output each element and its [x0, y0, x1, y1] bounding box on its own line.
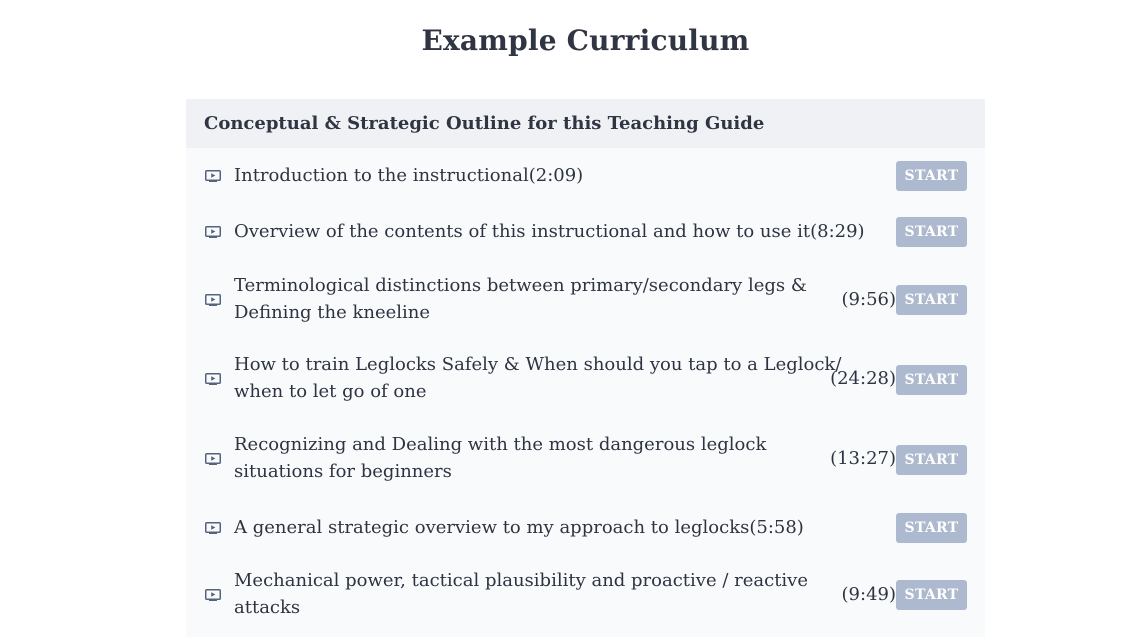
lecture-title-line-2: situations for beginners — [234, 461, 452, 482]
lecture-title-line-1: Terminological distinctions between primary/secondary legs & — [234, 275, 807, 296]
video-icon — [205, 522, 221, 534]
lecture-title-line-1: How to train Leglocks Safely & When should you tap to a Leglock/ — [234, 354, 842, 375]
curriculum-section — [186, 99, 985, 637]
start-button[interactable]: START — [896, 217, 967, 247]
start-button[interactable]: START — [896, 513, 967, 543]
start-button[interactable]: START — [896, 285, 967, 315]
section-header — [186, 99, 985, 148]
section-title: Conceptual & Strategic Outline for this Teaching Guide — [204, 113, 765, 134]
lecture-item[interactable] — [186, 217, 985, 247]
start-button[interactable]: START — [896, 161, 967, 191]
video-icon — [205, 373, 221, 385]
lecture-item[interactable] — [186, 513, 985, 543]
page-title: Example Curriculum — [421, 24, 750, 57]
lecture-item[interactable] — [186, 430, 985, 484]
video-icon — [205, 294, 221, 306]
lecture-title-line-2: when to let go of one — [234, 381, 427, 402]
lecture-title: Introduction to the instructional(2:09) — [234, 165, 584, 186]
lecture-title-line-2: attacks — [234, 597, 301, 618]
lecture-item[interactable] — [186, 161, 985, 191]
video-icon — [205, 170, 221, 182]
video-icon — [205, 226, 221, 238]
lecture-item[interactable] — [186, 271, 985, 325]
video-icon — [205, 453, 221, 465]
lecture-title: Overview of the contents of this instructional and how to use it(8:29) — [234, 221, 865, 242]
lecture-item[interactable] — [186, 350, 985, 404]
lecture-title-line-2: Defining the kneeline — [234, 302, 431, 323]
lecture-duration: (13:27) — [830, 448, 896, 469]
start-button[interactable]: START — [896, 580, 967, 610]
lecture-duration: (9:56) — [841, 289, 896, 310]
lecture-duration: (24:28) — [830, 368, 896, 389]
start-button[interactable]: START — [896, 445, 967, 475]
lecture-title-line-1: Mechanical power, tactical plausibility and proactive / reactive — [234, 570, 809, 591]
lecture-item[interactable] — [186, 566, 985, 620]
start-button[interactable]: START — [896, 365, 967, 395]
lecture-title: A general strategic overview to my approach to leglocks(5:58) — [234, 517, 804, 538]
lecture-duration: (9:49) — [841, 584, 896, 605]
video-icon — [205, 589, 221, 601]
lecture-title-line-1: Recognizing and Dealing with the most dangerous leglock — [234, 434, 767, 455]
